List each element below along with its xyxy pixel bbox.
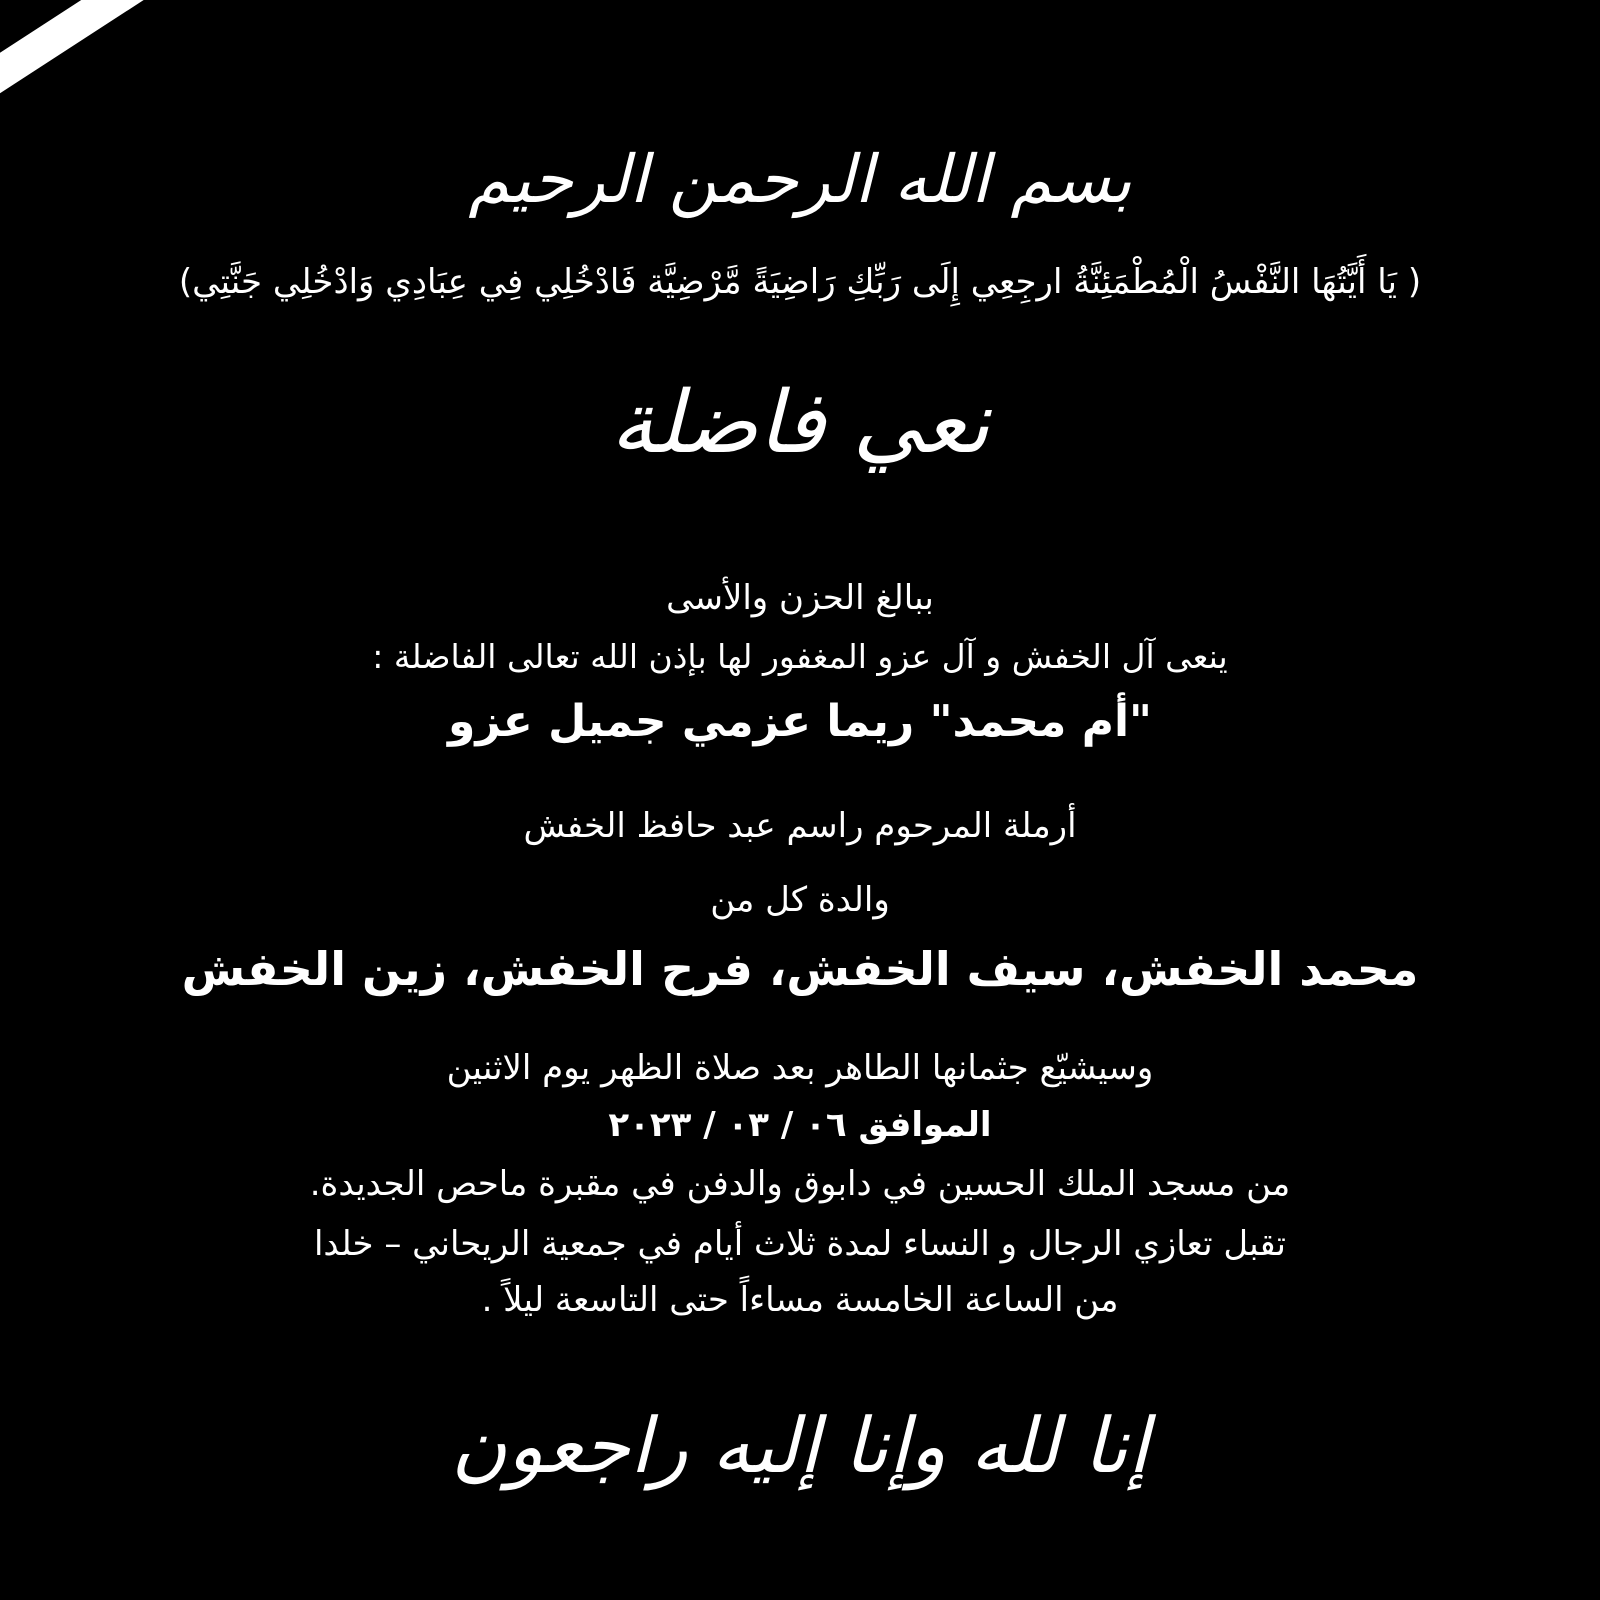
obituary-title: نعي فاضلة xyxy=(610,373,990,473)
announcement-line: ينعى آل الخفش و آل عزو المغفور لها بإذن الله تعالى الفاضلة : xyxy=(372,637,1228,676)
basmala: بسم الله الرحمن الرحيم xyxy=(468,141,1132,218)
condolence-line-2: من الساعة الخامسة مساءاً حتى التاسعة ليلاً . xyxy=(481,1280,1119,1320)
sorrow-line: ببالغ الحزن والأسى xyxy=(666,578,934,618)
children-names: محمد الخفش، سيف الخفش، فرح الخفش، زين الخفش xyxy=(181,942,1419,996)
widow-of-line: أرملة المرحوم راسم عبد حافظ الخفش xyxy=(523,806,1077,846)
quran-verse: ( يَا أَيَّتُهَا النَّفْسُ الْمُطْمَئِنَّةُ ارجِعِي إِلَى رَبِّكِ رَاضِيَةً مَّرْضِيَّة فَادْخُلِي فِي عِبَادِي وَادْخُلِي جَنَّتِي) xyxy=(178,262,1422,302)
funeral-line: وسيشيّع جثمانها الطاهر بعد صلاة الظهر يوم الاثنين xyxy=(446,1048,1154,1088)
deceased-name: "أم محمد" ريما عزمي جميل عزو xyxy=(448,696,1152,747)
burial-place: من مسجد الملك الحسين في دابوق والدفن في مقبرة ماحص الجديدة. xyxy=(309,1164,1291,1204)
condolence-line-1: تقبل تعازي الرجال و النساء لمدة ثلاث أيام في جمعية الريحاني – خلدا xyxy=(313,1224,1287,1264)
closing-calligraphy: إنا لله وإنا إليه راجعون xyxy=(451,1401,1149,1490)
mother-of-label: والدة كل من xyxy=(710,880,890,920)
funeral-date: الموافق ٠٦ / ٠٣ / ٢٠٢٣ xyxy=(608,1105,992,1145)
